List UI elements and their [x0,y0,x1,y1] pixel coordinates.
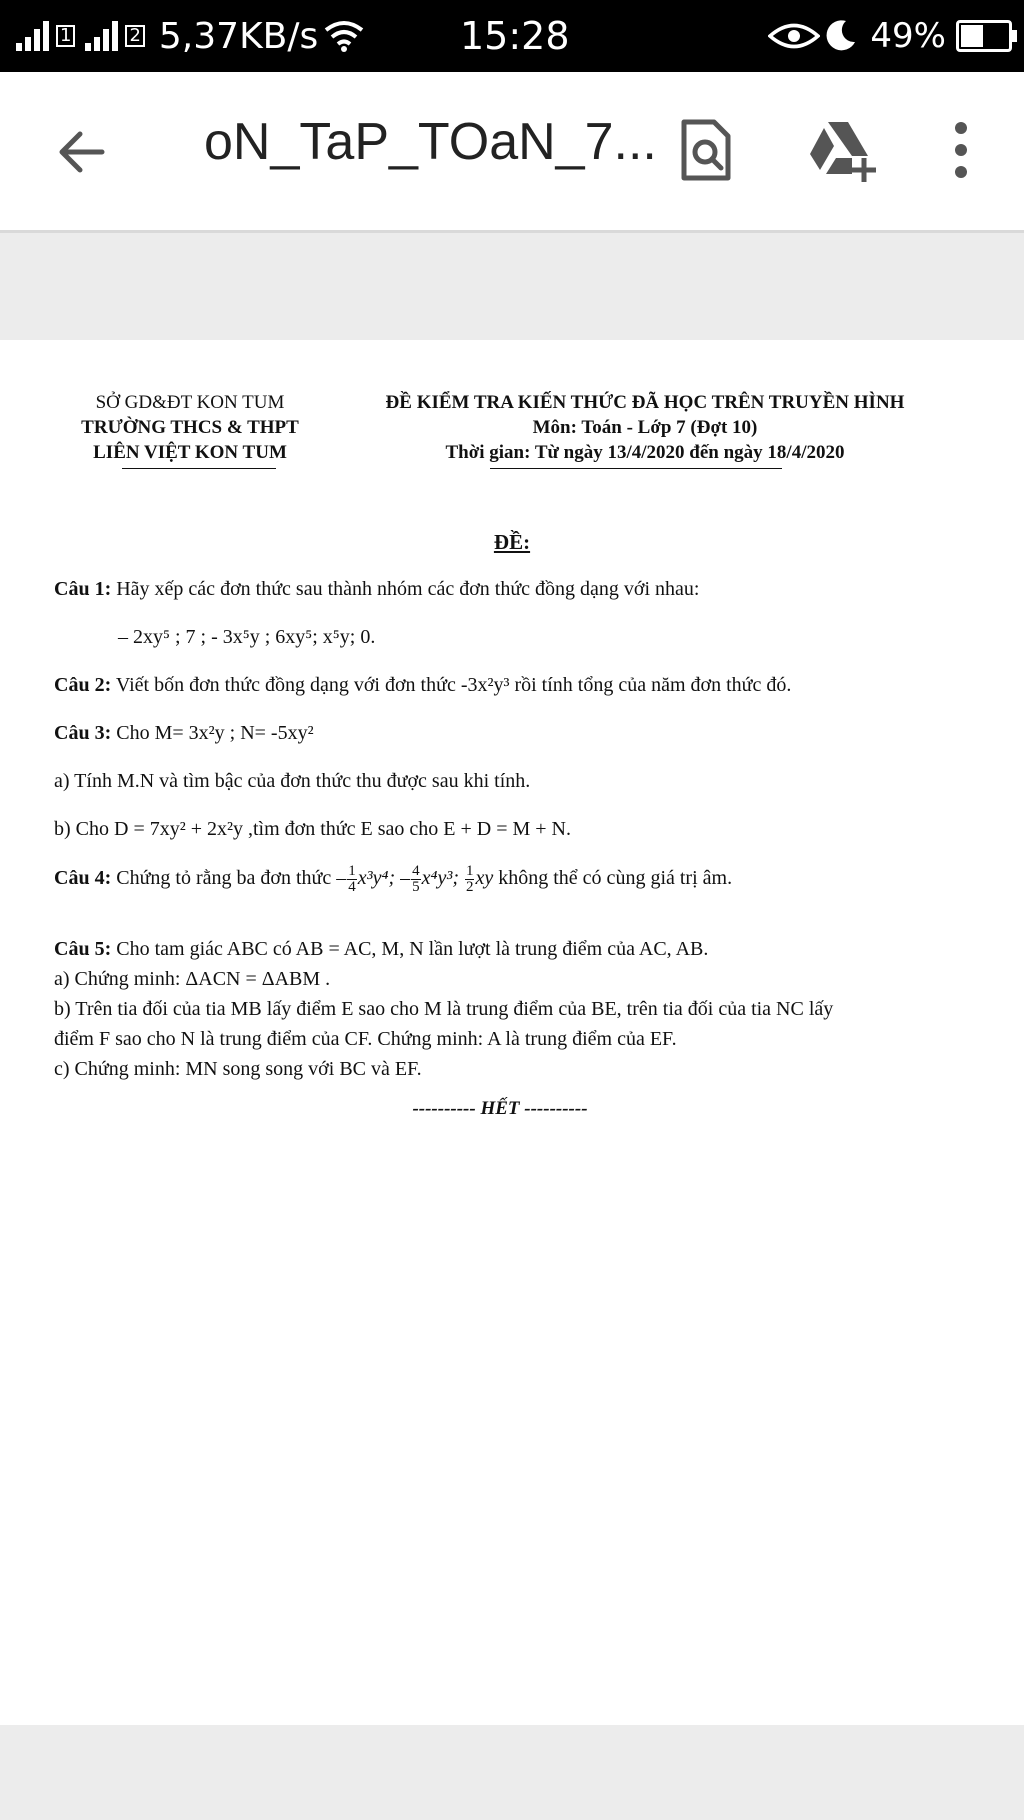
toolbar [0,72,1024,233]
exam-subject: Môn: Toán - Lớp 7 (Đợt 10) [532,417,758,438]
search-document-icon[interactable] [674,118,738,182]
question-5a: a) Chứng minh: ΔACN = ΔABM . [54,968,331,990]
exam-time: Thời gian: Từ ngày 13/4/2020 đến ngày 18/4/2020 [445,442,845,463]
battery-icon [956,20,1012,52]
moon-icon [822,18,858,54]
question-5c: c) Chứng minh: MN song song với BC và EF. [54,1058,422,1080]
school-header [60,390,320,465]
department-line: SỞ GD&ĐT KON TUM [95,392,285,413]
fraction-1: $\frac{1}{4}$ [348,863,356,895]
network-speed: 5,37KB/s [158,15,319,57]
wifi-icon [324,20,364,52]
status-bar [0,0,1024,72]
sim1-label: 1 [56,25,75,47]
question-4: Câu 4: Chứng tỏ rằng ba đơn thức – $\frac{1}{4}$ x³y⁴; – $\frac{4}{5}$ x⁴y³; $\frac{1}{2}$ xy không thể có cùng giá trị âm. [54,863,733,895]
sim2-label: 2 [125,25,144,47]
add-to-drive-icon[interactable] [806,118,878,182]
end-marker: ---------- HẾT ---------- [412,1098,588,1119]
exam-header [350,390,940,465]
status-left [16,14,364,58]
question-3a: a) Tính M.N và tìm bậc của đơn thức thu được sau khi tính. [54,770,531,792]
exam-underline [490,468,782,469]
document-title: oN_TaP_TOaN_7... [204,113,657,171]
header-underline [122,468,276,469]
document-page[interactable] [0,340,1024,1725]
more-options-icon[interactable] [944,118,978,182]
school-name-line: LIÊN VIỆT KON TUM [93,442,287,463]
school-line: TRƯỜNG THCS & THPT [81,417,299,438]
section-title: ĐỀ: [493,530,531,554]
signal-icon [16,21,52,51]
fraction-3: $\frac{1}{2}$ [465,863,474,895]
question-5b-line2: điểm F sao cho N là trung điểm của CF. Chứng minh: A là trung điểm của EF. [54,1028,677,1050]
eye-icon [768,21,820,51]
question-3b: b) Cho D = 7xy² + 2x²y ,tìm đơn thức E sao cho E + D = M + N. [54,818,571,840]
viewer-background-bottom [0,1725,1024,1820]
battery-percent: 49% [870,16,946,56]
back-arrow-icon[interactable] [52,122,112,182]
question-1: Câu 1: Hãy xếp các đơn thức sau thành nhóm các đơn thức đồng dạng với nhau: [54,578,700,600]
question-5b-line1: b) Trên tia đối của tia MB lấy điểm E sao cho M là trung điểm của BE, trên tia đối của tia NC lấy [54,998,834,1020]
viewer-background-top [0,233,1024,340]
question-2: Câu 2: Viết bốn đơn thức đồng dạng với đơn thức -3x²y³ rồi tính tổng của năm đơn thức đó. [54,674,792,696]
clock: 15:28 [460,14,570,58]
question-3: Câu 3: Cho M= 3x²y ; N= -5xy² [54,722,314,744]
exam-title: ĐỀ KIỂM TRA KIẾN THỨC ĐÃ HỌC TRÊN TRUYỀN HÌNH [385,392,905,413]
fraction-2: $\frac{4}{5}$ [412,863,420,895]
status-right [768,12,1012,60]
question-1-terms: – 2xy⁵ ; 7 ; - 3x⁵y ; 6xy⁵; x⁵y; 0. [118,626,376,648]
question-5: Câu 5: Cho tam giác ABC có AB = AC, M, N lần lượt là trung điểm của AC, AB. [54,938,709,960]
signal-icon-2 [85,21,121,51]
